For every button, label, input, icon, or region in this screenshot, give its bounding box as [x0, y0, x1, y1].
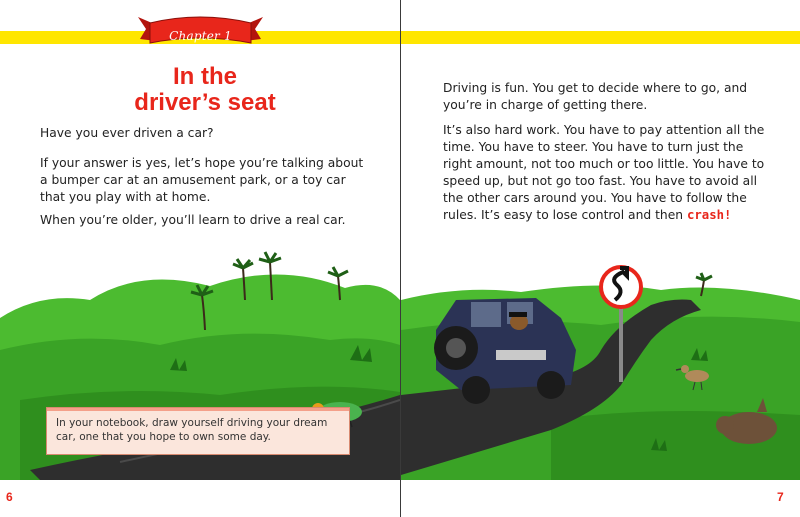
right-paragraph-2-text: It’s also hard work. You have to pay attention all the time. You have to steer. You have to turn just the right amount, not too much or too little. You have to speed up, but not go too fast. You have to avoid all the other cars around you. You have to follow the rules. It’s easy to lose control and then — [443, 123, 765, 222]
note-stripe — [47, 408, 349, 411]
left-paragraph-2: If your answer is yes, let’s hope you’re talking about a bumper car at an amusement park, or a toy car that you play with at home. — [40, 156, 364, 204]
notebook-activity-box — [46, 407, 350, 455]
right-illustration — [401, 0, 800, 517]
right-page — [401, 0, 800, 517]
right-paragraph-1: Driving is fun. You get to decide where to go, and you’re in charge of getting there. — [443, 81, 748, 112]
page-number-right: 7 — [777, 490, 784, 504]
chapter-label: Chapter 1 — [169, 29, 232, 43]
title-line-1: In the — [173, 63, 237, 90]
left-paragraph-3: When you’re older, you’ll learn to drive a real car. — [40, 213, 346, 227]
crash-word: crash! — [686, 208, 732, 222]
note-text: In your notebook, draw yourself driving your dream car, one that you hope to own some day. — [56, 417, 328, 443]
title-line-2: driver’s seat — [134, 89, 276, 116]
left-paragraph-1: Have you ever driven a car? — [40, 126, 214, 140]
page-number-left: 6 — [6, 490, 13, 504]
